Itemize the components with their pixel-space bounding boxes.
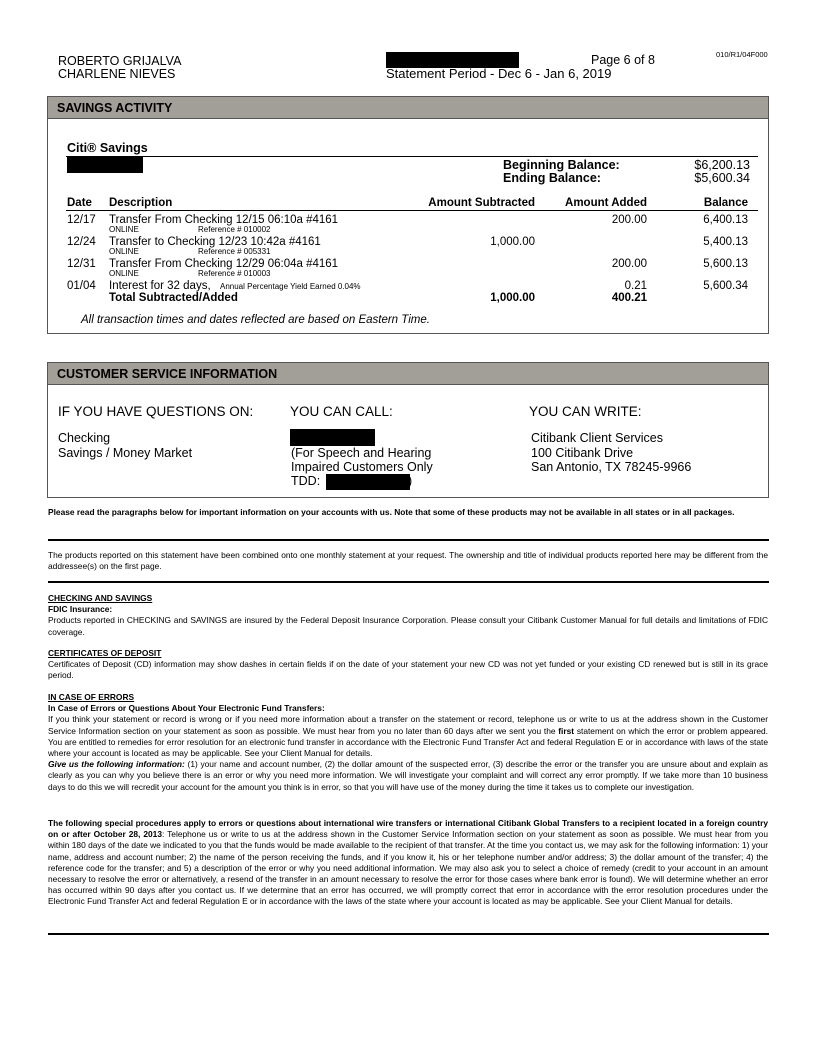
redacted-account-id: [67, 157, 143, 173]
divider: [48, 581, 769, 583]
customer-name-1: ROBERTO GRIJALVA: [58, 54, 182, 68]
row-date: 12/31: [67, 258, 96, 270]
call-note-line-1: (For Speech and Hearing: [291, 446, 432, 460]
total-added: 400.21: [611, 292, 647, 304]
total-label: Total Subtracted/Added: [109, 292, 238, 304]
row-description: Transfer From Checking 12/15 06:10a #4161: [109, 214, 339, 226]
col-amount-subtracted: Amount Subtracted: [428, 197, 535, 209]
row-description: Transfer to Checking 12/23 10:42a #4161: [109, 236, 321, 248]
row-balance: 5,600.13: [703, 258, 748, 270]
account-title: Citi® Savings: [67, 141, 148, 155]
give-info-paragraph: Give us the following information: (1) your name and account number, (2) the dollar amount of the suspected error, (3) describe the error or the transfer you are unsure about and explain as clearly as you can why you believe there is an error or why you need more information. We will investigate your complaint and will correct any error promptly. If we take more than 10 business days to do this we will recredit your account for the amount you think is in error, so that you will have use of the money during the time it takes us to complete our investigation.: [48, 759, 768, 792]
column-header-rule: [66, 210, 758, 211]
row-added: 200.00: [611, 258, 647, 270]
cd-heading: CERTIFICATES OF DEPOSIT: [48, 648, 162, 658]
row-date: 01/04: [67, 280, 96, 292]
row-balance: 6,400.13: [703, 214, 748, 226]
row-date: 12/17: [67, 214, 96, 226]
row-subtracted: 1,000.00: [490, 236, 535, 248]
fdic-text: Products reported in CHECKING and SAVINGS are insured by the Federal Deposit Insurance Corporation. Please consult your Citibank Customer Manual for full details and limitations of FDIC coverage.: [48, 615, 768, 637]
call-header: YOU CAN CALL:: [290, 404, 393, 419]
row-channel: ONLINE: [109, 225, 139, 234]
write-line-3: San Antonio, TX 78245-9966: [531, 460, 692, 474]
product-savings: Savings / Money Market: [58, 446, 193, 460]
divider: [48, 933, 769, 935]
write-line-1: Citibank Client Services: [531, 431, 663, 445]
ending-balance-label: Ending Balance:: [503, 171, 601, 185]
eastern-time-note: All transaction times and dates reflected are based on Eastern Time.: [81, 314, 430, 326]
write-line-2: 100 Citibank Drive: [531, 446, 634, 460]
col-amount-added: Amount Added: [565, 197, 647, 209]
row-description: Transfer From Checking 12/29 06:04a #4161: [109, 258, 339, 270]
product-checking: Checking: [58, 431, 111, 445]
customer-service-title: CUSTOMER SERVICE INFORMATION: [48, 363, 768, 385]
row-balance: 5,400.13: [703, 236, 748, 248]
checking-savings-heading: CHECKING AND SAVINGS: [48, 593, 153, 603]
errors-section: [48, 692, 768, 793]
divider: [48, 539, 769, 541]
row-added: 200.00: [611, 214, 647, 226]
checking-savings-section: [48, 593, 768, 638]
customer-name-2: CHARLENE NIEVES: [58, 67, 176, 81]
write-header: YOU CAN WRITE:: [529, 404, 642, 419]
row-apy-note: Annual Percentage Yield Earned 0.04%: [220, 282, 361, 291]
fdic-heading: FDIC Insurance:: [48, 604, 113, 615]
col-description: Description: [109, 197, 173, 209]
row-description: Interest for 32 days,: [109, 280, 211, 292]
row-added: 0.21: [624, 280, 647, 292]
errors-subheading: In Case of Errors or Questions About Your Electronic Fund Transfers:: [48, 703, 325, 714]
call-note-line-2: Impaired Customers Only: [291, 460, 433, 474]
row-channel: ONLINE: [109, 269, 139, 278]
tdd-label: TDD:: [291, 474, 321, 488]
row-reference: Reference # 010003: [198, 269, 271, 278]
errors-heading: IN CASE OF ERRORS: [48, 692, 135, 702]
row-date: 12/24: [67, 236, 96, 248]
statement-period: Statement Period - Dec 6 - Jan 6, 2019: [386, 66, 612, 81]
beginning-balance-label: Beginning Balance:: [503, 158, 620, 172]
redacted-phone-number: [290, 429, 375, 446]
errors-paragraph: If you think your statement or record is wrong or if you need more information about a transfer on the statement or record, telephone us or write to us at the address shown in the Customer Service Information section on your statement as soon as possible. We must hear from you no later than 60 days after we sent you the first statement on which the error or problem appeared. You are entitled to remedies for error resolution for an electronic fund transfer in accordance with the Electronic Fund Transfer Act and federal Regulation E or in accordance with laws of the state where your account is located as may be applicable. See your Client Manual for details.: [48, 714, 769, 759]
row-reference: Reference # 005331: [198, 247, 271, 256]
col-balance: Balance: [703, 197, 748, 209]
combined-statement-note: The products reported on this statement have been combined onto one monthly statement at your request. The ownership and title of individual products reported here may be different from the addressee(s) on the first page.: [48, 550, 768, 572]
savings-activity-title: SAVINGS ACTIVITY: [48, 97, 768, 119]
row-balance: 5,600.34: [703, 280, 748, 292]
account-title-rule: [66, 156, 758, 157]
row-channel: ONLINE: [109, 247, 139, 256]
redacted-tdd-number: [326, 474, 413, 490]
col-date: Date: [67, 197, 92, 209]
total-subtracted: 1,000.00: [490, 292, 535, 304]
disclosure-intro: Please read the paragraphs below for important information on your accounts with us. Note that some of these products may not be available in all states or in all packages.: [48, 507, 735, 517]
page-number: Page 6 of 8: [591, 53, 655, 67]
questions-header: IF YOU HAVE QUESTIONS ON:: [58, 404, 254, 419]
cd-section: [48, 648, 768, 682]
ending-balance-value: $5,600.34: [694, 171, 750, 185]
beginning-balance-value: $6,200.13: [694, 158, 750, 172]
form-code: 010/R1/04F000: [716, 50, 768, 59]
international-paragraph: The following special procedures apply to errors or questions about international wire transfers or international Citibank Global Transfers to a recipient located in a foreign country on or after October 28, 2013: Telephone us or write to us at the address shown in the Customer Service Information section on your statement as soon as possible. We must hear from you within 180 days of the date we indicated to you that the funds would be made available to the recipient of that transfer. At the time you contact us, we may ask for the following information: 1) your name, address and account number; 2) the name of the person receiving the funds, and if you know it, his or her telephone number and/or address; 3) the dollar amount of the transfer; 4) the reference code for the transfer; and 5) a description of the error or why you need additional information. We may also ask you to select a choice of remedy (credit to your account in an amount necessary to resolve the error or alternatively, a resend of the transfer in an amount necessary to resolve the error for those cases where bank error is found). We will determine whether an error has occurred within 90 days after you contact us. If we determine that an error has occurred, we will promptly correct that error in accordance with the error resolution procedures under the Electronic Fund Transfer Act and federal Regulation E or in accordance with the laws of the state where your account is located as may be applicable. See your Client Manual for details.: [48, 818, 768, 907]
tdd-close-paren: ): [408, 474, 413, 488]
row-reference: Reference # 010002: [198, 225, 271, 234]
cd-text: Certificates of Deposit (CD) information may show dashes in certain fields if on the date of your statement your new CD was not yet funded or your existing CD renewed but is still in its grace period.: [48, 659, 768, 681]
